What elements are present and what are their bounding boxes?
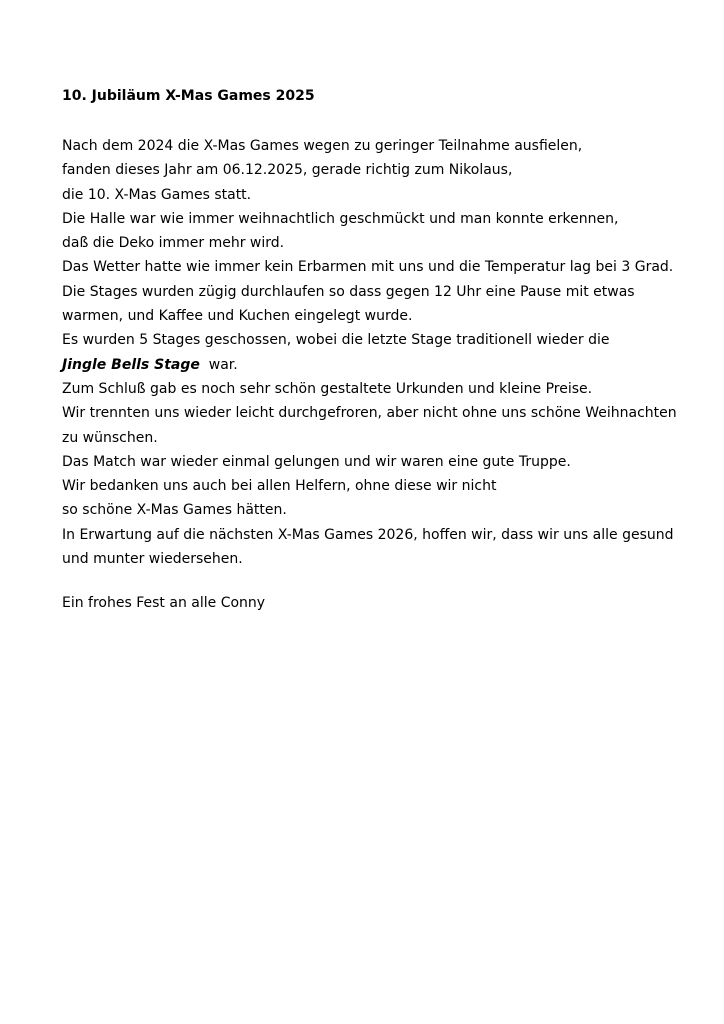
document-body [62, 137, 702, 574]
body-line: Das Match war wieder einmal gelungen und wir waren eine gute Truppe. [62, 453, 571, 470]
body-line: Es wurden 5 Stages geschossen, wobei die letzte Stage traditionell wieder die [62, 332, 610, 349]
closing-line: Ein frohes Fest an alle Conny [62, 595, 266, 611]
body-line: Die Stages wurden zügig durchlaufen so dass gegen 12 Uhr eine Pause mit etwas [62, 283, 635, 300]
body-line: Die Halle war wie immer weihnachtlich geschmückt und man konnte erkennen, [62, 210, 619, 227]
body-line: und munter wiedersehen. [62, 551, 243, 568]
document-title: 10. Jubiläum X-Mas Games 2025 [62, 88, 315, 104]
body-line: daß die Deko immer mehr wird. [62, 235, 285, 252]
body-line: zu wünschen. [62, 429, 158, 446]
body-line: warmen, und Kaffee und Kuchen eingelegt wurde. [62, 308, 413, 325]
body-line: so schöne X-Mas Games hätten. [62, 502, 287, 519]
stage-name-emphasis: Jingle Bells Stage [62, 356, 200, 373]
body-line: Wir bedanken uns auch bei allen Helfern, ohne diese wir nicht [62, 478, 497, 495]
body-line: fanden dieses Jahr am 06.12.2025, gerade richtig zum Nikolaus, [62, 162, 513, 179]
body-line: In Erwartung auf die nächsten X-Mas Games 2026, hoffen wir, dass wir uns alle gesund [62, 526, 674, 543]
body-line: Nach dem 2024 die X-Mas Games wegen zu geringer Teilnahme ausfielen, [62, 138, 583, 154]
body-line: die 10. X-Mas Games statt. [62, 186, 252, 203]
body-line: Das Wetter hatte wie immer kein Erbarmen mit uns und die Temperatur lag bei 3 Grad. [62, 259, 674, 276]
body-line: Zum Schluß gab es noch sehr schön gestaltete Urkunden und kleine Preise. [62, 380, 593, 397]
body-line: Wir trennten uns wieder leicht durchgefroren, aber nicht ohne uns schöne Weihnachten [62, 405, 677, 422]
emphasis-line-rest: war. [199, 356, 238, 373]
emphasis-line [62, 356, 702, 380]
